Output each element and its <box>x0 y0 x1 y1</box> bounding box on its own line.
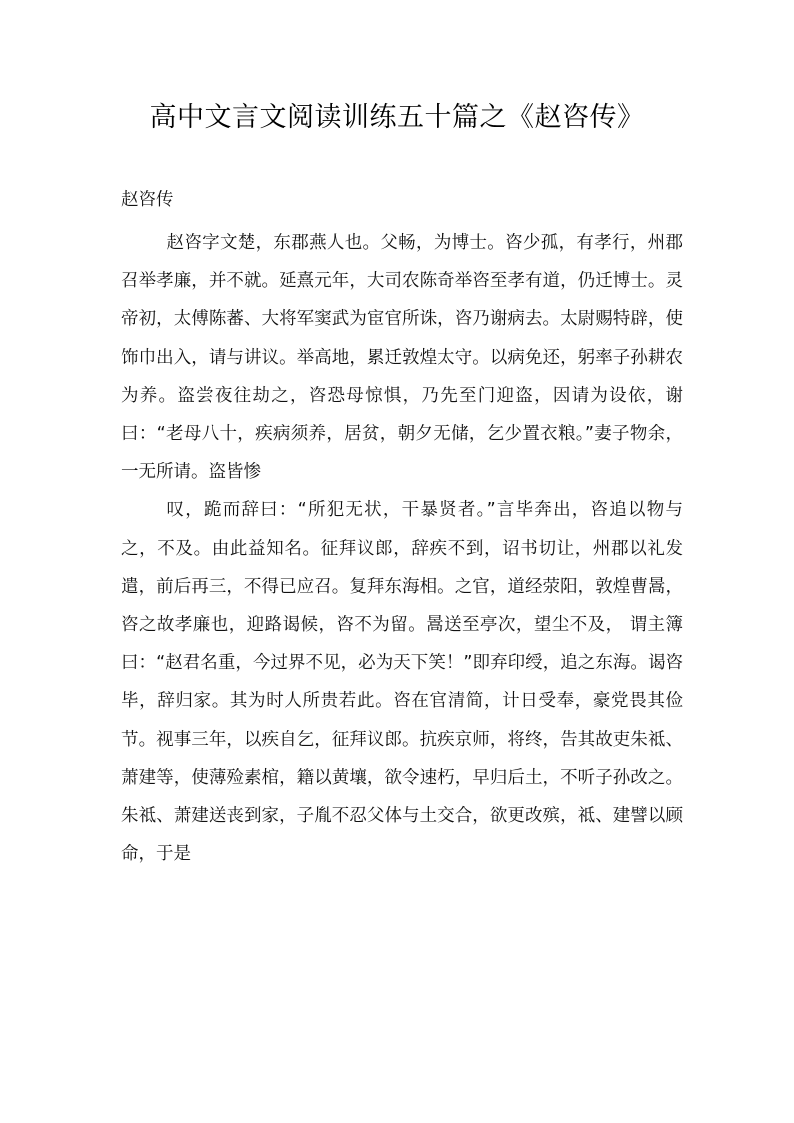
document-title: 高中文言文阅读训练五十篇之《赵咨传》 <box>149 102 645 133</box>
paragraph-2: 叹，跪而辞曰：“所犯无状，干暴贤者。”言毕奔出，咨追以物与之，不及。由此益知名。征拜议郎，辞疾不到，诏书切让，州郡以礼发遣，前后再三，不得已应召。复拜东海相。之官，道经荥阳，敦煌曹暠，咨之故孝廉也，迎路谒候，咨不为留。暠送至亭次，望尘不及， 谓主簿曰：“赵君名重，今过界不见，必为天下笑！”即弃印绶，追之东海。谒咨毕，辞归家。其为时人所贵若此。咨在官清简，计日受奉，豪党畏其俭节。视事三年，以疾自乞，征拜议郎。抗疾京师，将终，告其故吏朱祗、萧建等，使薄殓素棺，籍以黄壤，欲令速朽，早归后土，不听子孙改之。朱祗、萧建送丧到家，子胤不忍父体与土交合，欲更改殡，祗、建譬以顾命，于是 <box>121 500 683 865</box>
paragraph-1: 赵咨字文楚，东郡燕人也。父畅，为博士。咨少孤，有孝行，州郡召举孝廉，并不就。延熹元年，大司农陈奇举咨至孝有道，仍迁博士。灵帝初，太傅陈蕃、大将军窦武为宦官所诛，咨乃谢病去。太尉赐特辟，使饰巾出入，请与讲议。举高地，累迁敦煌太守。以病免还，躬率子孙耕农为养。盗尝夜往劫之，咨恐母惊惧，乃先至门迎盗，因请为设依，谢曰：“老母八十，疾病须养，居贫，朝夕无储，乞少置衣粮。”妻子物余，一无所请。盗皆惨 <box>121 233 683 483</box>
body-text <box>121 224 683 873</box>
section-heading: 赵咨传 <box>121 190 174 210</box>
